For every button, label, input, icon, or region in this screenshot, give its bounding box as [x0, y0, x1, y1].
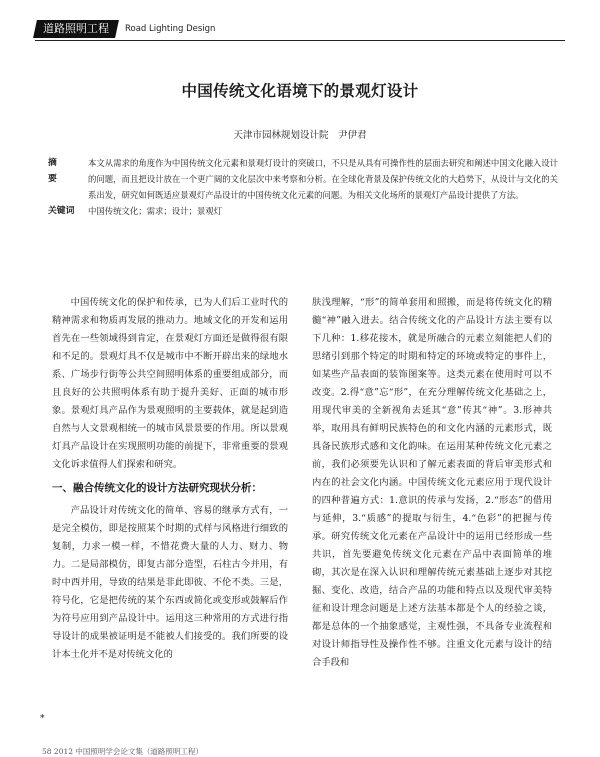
margin-asterisk: * — [40, 714, 45, 724]
paragraph: 产品设计对传统文化的简单、容易的继承方式有，一是完全模仿，即是按照某个时期的式样与风格进行细致的复制，力求一模一样，不惜花费大量的人力、财力、物力。二是局部模仿，即复古部分造型，石柱古今并用，有时中西并用，导致的结果是非此即彼、不伦不类。三是，符号化，它是把传统的某个东西或简化或变形或鼓解后作为符号应用到产品设计中。运用这三种常用的方式进行指导设计的成果被证明是不能被人们接受的。我们所要的设计本土化并不是对传统文化的 — [52, 505, 288, 660]
body-column-left — [52, 294, 288, 664]
abstract-label: 摘 要 — [48, 158, 76, 184]
section-heading: 一、融合传统文化的设计方法研究现状分析： — [52, 482, 262, 494]
article-author: 天津市园林规划设计院 尹伊君 — [233, 130, 367, 141]
paragraph: 中国传统文化的保护和传承，已为人们后工业时代的精神需求和物质再发展的推动力。地域文化的开发和运用首先在一些领域得到肯定，在景观灯方面还是做得很有限和不足的。景观灯具不仅是城市中不断开辟出来的绿地水系、广场步行街等公共空间照明体系的重要组成部分，而且良好的公共照明体系有助于提升美好、正面的城市形象。景观灯具产品作为景观照明的主要载体，就是起到造自然与人文景观相统一的城市风景景要的作用。所以景观灯具产品设计在实现照明功能的前提下，非常重要的景观文化诉求值得人们探索和研究。 — [52, 297, 288, 470]
abstract-text: 本文从需求的角度作为中国传统文化元素和景观灯设计的突破口，不只是从具有可操作性的层面去研究和阐述中国文化融入设计的问题，而且把设计放在一个更广阔的文化层次中来考察和分析。在全球化背景及保护传统文化的大趋势下，从设计与文化的关系出发，研究如何既适应景观灯产品设计的中国传统文化元素的问题。为相关文化场所的景观灯产品设计提供了方法。 — [88, 158, 558, 200]
keywords-text: 中国传统文化；需求；设计；景观灯 — [88, 206, 222, 216]
page-footer: 58 2012 中国照明学会论文集（道路照明工程） — [42, 747, 203, 756]
header-subtitle: Road Lighting Design — [125, 24, 216, 34]
running-header — [35, 20, 215, 38]
header-rule — [35, 40, 565, 41]
body-column-right — [312, 294, 552, 672]
paragraph: 肤浅理解，“形”的简单套用和照搬，而是将传统文化的精髓“神”融入进去。结合传统文化的产品设计方法主要有以下几种：1.移花接木，就是所融合的元素立刻能把人们的思绪引到那个特定的时期和特定的环境或特定的事件上，如某些产品表面的装饰图案等。这类元素在使用时可以不改变。2.得“意”忘“形”，在充分理解传统文化基础之上，用现代审美的全新视角去延其“意”传其“神”。3.形神共举，取用具有鲜明民族特色的和文化内涵的元素形式，既具备民族形式感和文化韵味。在运用某种传统文化元素之前，我们必须要先认识和了解元素表面的背后审美形式和内在的社会文化内涵。中国传统文化元素应用于现代设计的四种普遍方式：1.意识的传承与发扬，2.“形态”的借用与延伸，3.“质感”的提取与衍生，4.“色彩”的把握与传承。研究传统文化元素在产品设计中的运用已经形成一些共识，首先要避免传统文化元素在产品中表面简单的堆砌，其次是在深入认识和理解传统元素基础上逐步对其挖掘、变化、改造，结合产品的功能和特点以及现代审美特征和设计理念问题是上述方法基本都是个人的经验之谈，都是总体的一个抽象感觉，主观性强，不具备专业流程和对设计师指导性及操作性不够。注重文化元素与设计的结合手段和 — [312, 297, 552, 668]
header-tag: 道路照明工程 — [33, 20, 119, 38]
abstract-block — [48, 155, 558, 219]
keywords-label: 关键词 — [48, 206, 75, 216]
article-title: 中国传统文化语境下的景观灯设计 — [181, 82, 419, 100]
